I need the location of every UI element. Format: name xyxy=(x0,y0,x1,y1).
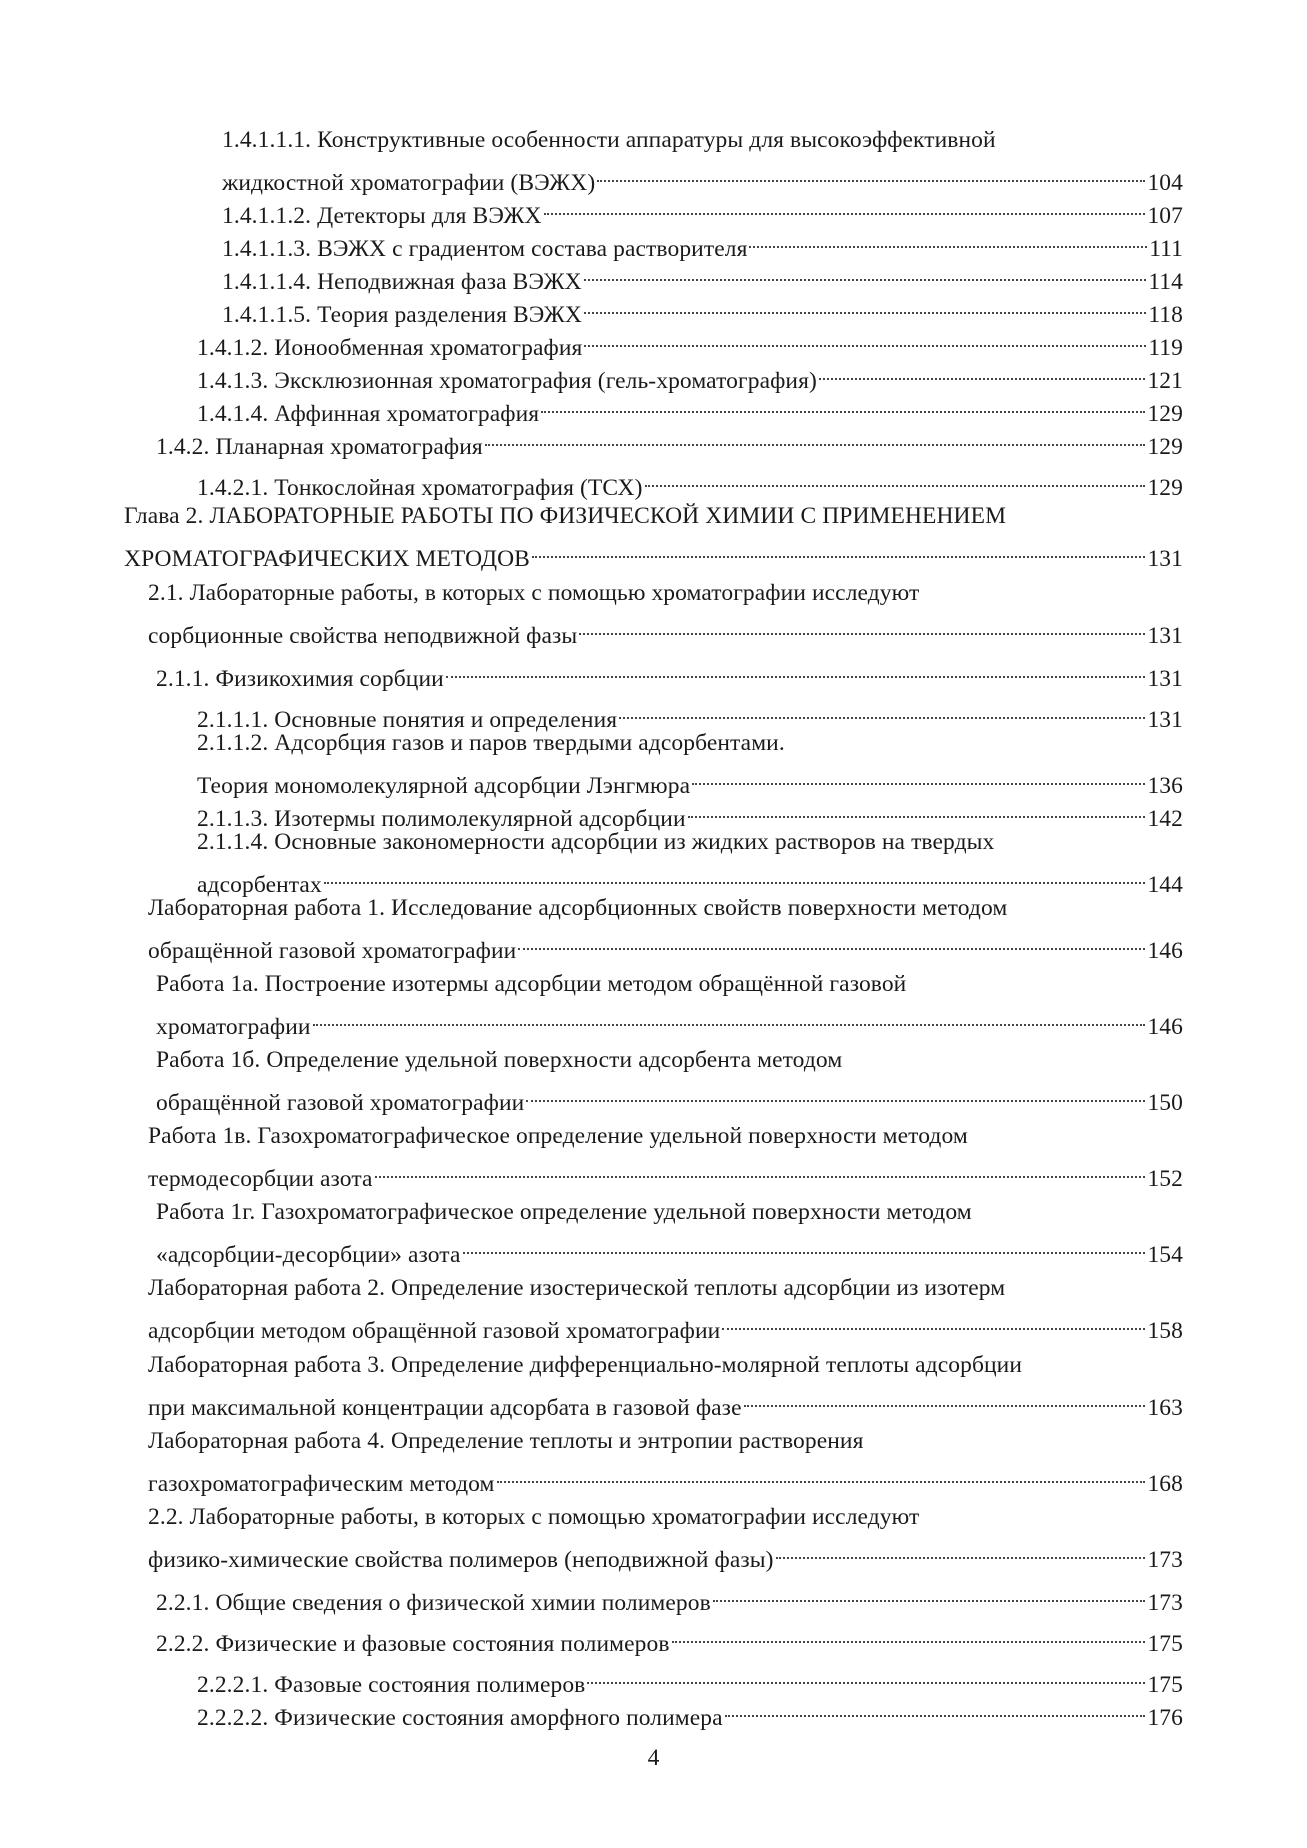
toc-page-number: 129 xyxy=(1147,434,1183,460)
toc-entry-final-line xyxy=(148,610,1183,653)
toc-leader-dots xyxy=(692,760,1145,793)
toc-entry[interactable] xyxy=(148,1272,1183,1348)
toc-entry[interactable] xyxy=(197,727,1183,803)
toc-entry-title-line: 2.1. Лабораторные работы, в которых с помощью хроматографии исследуют xyxy=(148,580,920,606)
toc-entry-title: термодесорбции азота xyxy=(148,1166,373,1192)
toc-entry-final-line xyxy=(148,1382,1183,1425)
toc-leader-dots xyxy=(645,462,1146,495)
toc-entry[interactable] xyxy=(197,826,1183,902)
toc-page-number: 107 xyxy=(1147,203,1183,229)
toc-entry-title: при максимальной концентрации адсорбата в газовой фазе xyxy=(148,1395,742,1421)
toc-leader-dots xyxy=(526,1077,1145,1110)
toc-page-number: 144 xyxy=(1147,872,1183,898)
toc-entry[interactable] xyxy=(148,577,1183,653)
toc-leader-dots xyxy=(688,793,1146,826)
toc-page-number: 131 xyxy=(1147,707,1183,733)
toc-leader-dots xyxy=(544,190,1146,223)
toc-page-number: 176 xyxy=(1147,1705,1183,1731)
page-number: 4 xyxy=(647,1745,660,1771)
toc-entry[interactable] xyxy=(197,462,1183,505)
toc-entry[interactable] xyxy=(148,1120,1183,1196)
toc-leader-dots xyxy=(324,859,1146,892)
toc-leader-dots xyxy=(725,1692,1146,1725)
toc-leader-dots xyxy=(485,421,1146,454)
toc-entry-title: 1.4.1.1.5. Теория разделения ВЭЖХ xyxy=(222,302,582,328)
toc-leader-dots xyxy=(713,1577,1146,1610)
toc-entry[interactable] xyxy=(156,1196,1183,1272)
toc-entry[interactable] xyxy=(156,1618,1183,1661)
toc-entry-title: 2.1.1.3. Изотермы полимолекулярной адсорбции xyxy=(197,806,686,832)
toc-entry-final-line xyxy=(148,1534,1183,1577)
toc-entry-title: физико-химические свойства полимеров (неподвижной фазы) xyxy=(148,1547,774,1573)
toc-entry-final-line xyxy=(156,1001,1183,1044)
toc-entry-title: 2.2.2. Физические и фазовые состояния полимеров xyxy=(156,1631,670,1657)
toc-leader-dots xyxy=(497,1458,1146,1491)
toc-leader-dots xyxy=(584,256,1147,289)
toc-entry-title-line: Лабораторная работа 1. Исследование адсорбционных свойств поверхности методом xyxy=(148,895,1008,921)
toc-page-number: 152 xyxy=(1147,1166,1183,1192)
toc-page-number: 163 xyxy=(1147,1395,1183,1421)
toc-entry-title: 2.2.1. Общие сведения о физической химии полимеров xyxy=(156,1590,711,1616)
toc-entry-title: адсорбентах xyxy=(197,872,322,898)
toc-entry-title-line: Работа 1а. Построение изотермы адсорбции методом обращённой газовой xyxy=(156,971,907,997)
toc-leader-dots xyxy=(587,1659,1145,1692)
toc-entry-title: 2.2.2.2. Физические состояния аморфного полимера xyxy=(197,1705,723,1731)
toc-entry-title-line: Лабораторная работа 2. Определение изостерической теплоты адсорбции из изотерм xyxy=(148,1275,1006,1301)
toc-entry[interactable] xyxy=(148,1501,1183,1577)
toc-entry-title-line: Лабораторная работа 4. Определение теплоты и энтропии растворения xyxy=(148,1428,864,1454)
toc-entry-title-line: Глава 2. ЛАБОРАТОРНЫЕ РАБОТЫ ПО ФИЗИЧЕСКОЙ ХИМИИ С ПРИМЕНЕНИЕМ xyxy=(124,503,1007,529)
toc-entry[interactable] xyxy=(197,1692,1183,1735)
toc-entry-final-line xyxy=(148,925,1183,968)
toc-entry-title-line: Работа 1б. Определение удельной поверхности адсорбента методом xyxy=(156,1047,843,1073)
toc-page-number: 114 xyxy=(1148,269,1183,295)
toc-entry-title: 1.4.1.4. Аффинная хроматография xyxy=(197,401,540,427)
toc-entry-final-line xyxy=(156,421,1183,464)
toc-leader-dots xyxy=(819,355,1146,388)
toc-page-number: 158 xyxy=(1147,1318,1183,1344)
toc-entry-title: 1.4.2. Планарная хроматография xyxy=(156,434,483,460)
toc-page-number: 142 xyxy=(1147,806,1183,832)
toc-entry-final-line xyxy=(148,1305,1183,1348)
toc-page-number: 173 xyxy=(1147,1590,1183,1616)
toc-page-number: 173 xyxy=(1147,1547,1183,1573)
toc-entry-title-line: Работа 1г. Газохроматографическое определение удельной поверхности методом xyxy=(156,1199,972,1225)
toc-leader-dots xyxy=(619,694,1145,727)
toc-entry-final-line xyxy=(148,1458,1183,1501)
toc-entry-title: сорбционные свойства неподвижной фазы xyxy=(148,623,578,649)
toc-entry-title: «адсорбции-десорбции» азота xyxy=(156,1242,461,1268)
toc-entry-title: ХРОМАТОГРАФИЧЕСКИХ МЕТОДОВ xyxy=(124,546,530,572)
toc-leader-dots xyxy=(579,610,1145,643)
toc-entry-title: 2.2.2.1. Фазовые состояния полимеров xyxy=(197,1672,586,1698)
toc-entry-final-line xyxy=(197,462,1183,505)
toc-leader-dots xyxy=(722,1305,1145,1338)
toc-entry-title: 1.4.2.1. Тонкослойная хроматография (ТСХ) xyxy=(197,475,643,501)
toc-entry[interactable] xyxy=(222,124,1183,200)
toc-entry[interactable] xyxy=(148,1349,1183,1425)
toc-leader-dots xyxy=(672,1618,1146,1651)
toc-page-number: 175 xyxy=(1147,1672,1183,1698)
toc-page-number: 131 xyxy=(1147,666,1183,692)
toc-entry-title: 1.4.1.1.3. ВЭЖХ с градиентом состава растворителя xyxy=(222,236,748,262)
toc-page-number: 119 xyxy=(1148,335,1183,361)
toc-entry-title-line: Работа 1в. Газохроматографическое определение удельной поверхности методом xyxy=(148,1123,968,1149)
toc-leader-dots xyxy=(463,1229,1146,1262)
toc-entry[interactable] xyxy=(124,500,1183,576)
toc-page-number: 118 xyxy=(1148,302,1183,328)
toc-page-number: 129 xyxy=(1147,475,1183,501)
toc-page-number: 136 xyxy=(1147,773,1183,799)
toc-entry-title: 1.4.1.1.2. Детекторы для ВЭЖХ xyxy=(222,203,542,229)
toc-entry[interactable] xyxy=(148,1425,1183,1501)
toc-entry-final-line xyxy=(197,1692,1183,1735)
toc-entry-final-line xyxy=(156,1618,1183,1661)
toc-entry-title: 1.4.1.3. Эксклюзионная хроматография (гель-хроматография) xyxy=(197,368,817,394)
toc-entry-title-line: Лабораторная работа 3. Определение дифференциально-молярной теплоты адсорбции xyxy=(148,1352,1023,1378)
toc-entry-title: газохроматографическим методом xyxy=(148,1471,495,1497)
toc-entry-final-line xyxy=(124,533,1183,576)
toc-entry-final-line xyxy=(156,1077,1183,1120)
toc-entry-title-line: 1.4.1.1.1. Конструктивные особенности аппаратуры для высокоэффективной xyxy=(222,127,996,153)
toc-page-number: 131 xyxy=(1147,623,1183,649)
toc-entry-title: 2.1.1.1. Основные понятия и определения xyxy=(197,707,618,733)
toc-entry-title-line: 2.1.1.4. Основные закономерности адсорбции из жидких растворов на твердых xyxy=(197,829,995,855)
toc-leader-dots xyxy=(375,1153,1146,1186)
toc-leader-dots xyxy=(584,322,1146,355)
toc-entry[interactable] xyxy=(156,421,1183,464)
toc-page-number: 168 xyxy=(1147,1471,1183,1497)
toc-leader-dots xyxy=(597,157,1145,190)
toc-entry[interactable] xyxy=(148,892,1183,968)
toc-page-number: 146 xyxy=(1147,1014,1183,1040)
toc-page-number: 175 xyxy=(1147,1631,1183,1657)
toc-entry-title: обращённой газовой хроматографии xyxy=(148,938,517,964)
toc-page-number: 154 xyxy=(1147,1242,1183,1268)
toc-page-number: 111 xyxy=(1149,236,1183,262)
toc-entry[interactable] xyxy=(156,653,1183,696)
toc-page-number: 131 xyxy=(1147,546,1183,572)
toc-page-number: 146 xyxy=(1147,938,1183,964)
toc-page-number: 129 xyxy=(1147,401,1183,427)
toc-entry-title: обращённой газовой хроматографии xyxy=(156,1090,525,1116)
toc-leader-dots xyxy=(446,653,1146,686)
toc-entry-title: 1.4.1.2. Ионообменная хроматография xyxy=(197,335,583,361)
toc-leader-dots xyxy=(744,1382,1146,1415)
toc-entry-title: жидкостной хроматографии (ВЭЖХ) xyxy=(222,170,596,196)
toc-leader-dots xyxy=(313,1001,1146,1034)
toc-page-number: 150 xyxy=(1147,1090,1183,1116)
toc-leader-dots xyxy=(749,223,1147,256)
toc-entry-final-line xyxy=(156,1577,1183,1620)
toc-entry-title: 2.1.1. Физикохимия сорбции xyxy=(156,666,444,692)
toc-entry-final-line xyxy=(156,1229,1183,1272)
toc-entry[interactable] xyxy=(156,968,1183,1044)
toc-entry-final-line xyxy=(148,1153,1183,1196)
toc-page-number: 121 xyxy=(1147,368,1183,394)
toc-entry-final-line xyxy=(156,653,1183,696)
toc-leader-dots xyxy=(776,1534,1146,1567)
toc-entry[interactable] xyxy=(156,1577,1183,1620)
toc-entry-title: адсорбции методом обращённой газовой хроматографии xyxy=(148,1318,721,1344)
toc-entry-title-line: 2.2. Лабораторные работы, в которых с помощью хроматографии исследуют xyxy=(148,1504,920,1530)
toc-entry[interactable] xyxy=(156,1044,1183,1120)
toc-page-number: 104 xyxy=(1147,170,1183,196)
toc-entry-title: хроматографии xyxy=(156,1014,311,1040)
toc-leader-dots xyxy=(584,289,1146,322)
toc-entry-title-line: 2.1.1.2. Адсорбция газов и паров твердыми адсорбентами. xyxy=(197,730,785,756)
toc-leader-dots xyxy=(518,925,1145,958)
toc-leader-dots xyxy=(532,533,1145,566)
toc-entry-title: Теория мономолекулярной адсорбции Лэнгмюра xyxy=(197,773,691,799)
toc-entry-title: 1.4.1.1.4. Неподвижная фаза ВЭЖХ xyxy=(222,269,582,295)
toc-leader-dots xyxy=(541,388,1145,421)
